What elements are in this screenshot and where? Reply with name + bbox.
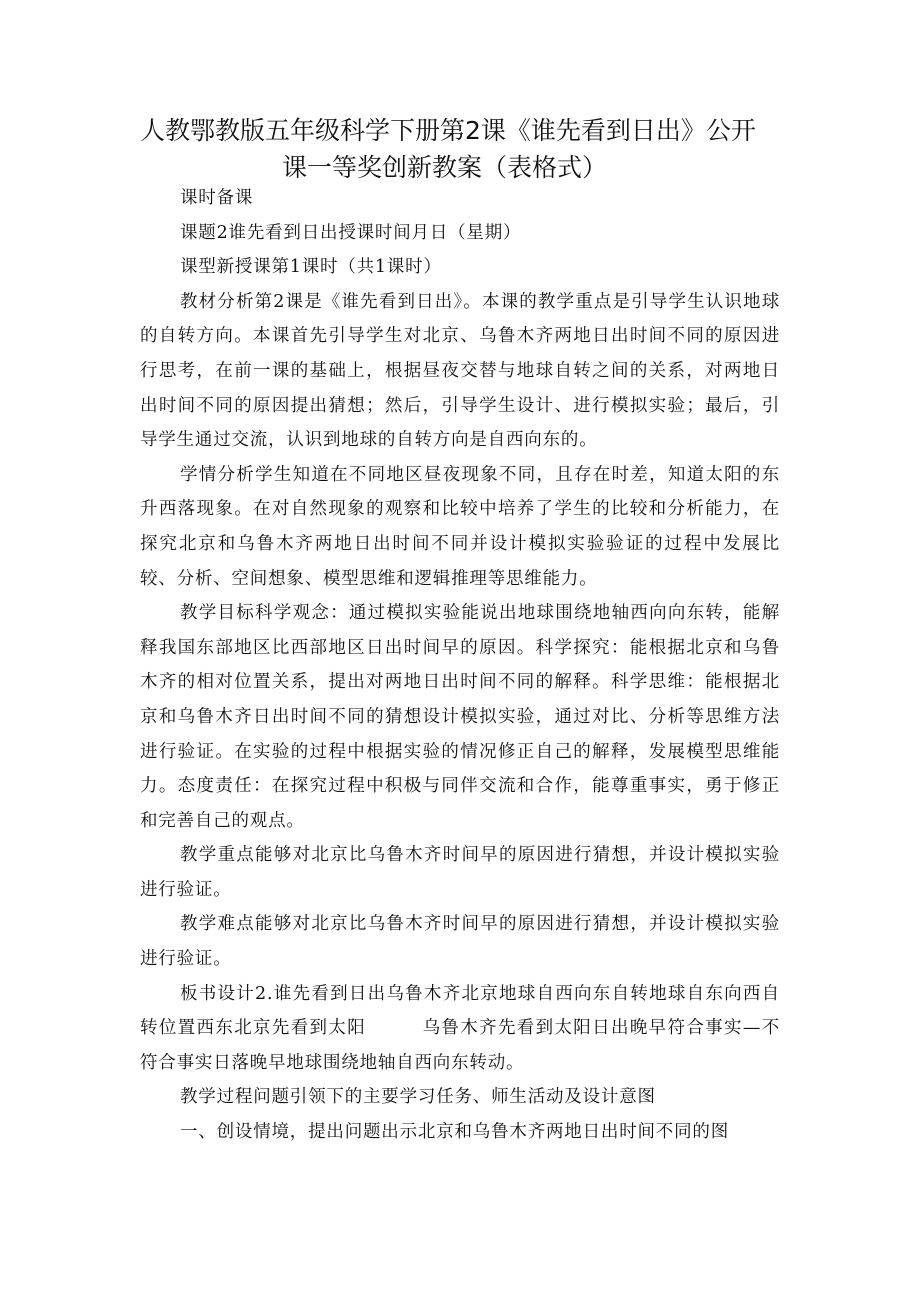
title-line-1: 人教鄂教版五年级科学下册第2课《谁先看到日出》公开: [140, 116, 756, 145]
paragraph-lesson-type: 课型新授课第1课时（共1课时）: [180, 257, 442, 278]
paragraph-section-one: 一、创设情境，提出问题出示北京和乌鲁木齐两地日出时间不同的图: [180, 1122, 729, 1143]
paragraph-lesson-prep: 课时备课: [180, 188, 254, 208]
paragraph-key-points: 教学重点能够对北京比乌鲁木齐时间早的原因进行猜想，并设计模拟实验进行验证。: [140, 845, 780, 900]
paragraph-learner-analysis: 学情分析学生知道在不同地区昼夜现象不同，且存在时差，知道太阳的东升西落现象。在对自然现象的观察和比较中培养了学生的比较和分析能力，在探究北京和乌鲁木齐两地日出时间不同并设计模拟实验验证的过程中发展比较、分析、空间想象、模型思维和逻辑推理等思维能力。: [140, 464, 780, 589]
document-body: [140, 181, 780, 1150]
paragraph-teaching-process: 教学过程问题引领下的主要学习任务、师生活动及设计意图: [180, 1087, 656, 1108]
paragraph-board-design: 板书设计2.谁先看到日出乌鲁木齐北京地球自西向东自转地球自东向西自转位置西东北京先看到太阳 乌鲁木齐先看到太阳日出晚早符合事实—不符合事实日落晚早地球围绕地轴自西向东转动。: [140, 983, 780, 1073]
title-line-2: 课一等奖创新教案（表格式）: [282, 153, 608, 182]
paragraph-topic: 课题2谁先看到日出授课时间月日（星期）: [180, 222, 522, 243]
paragraph-difficult-points: 教学难点能够对北京比乌鲁木齐时间早的原因进行猜想，并设计模拟实验进行验证。: [140, 914, 780, 970]
document-title: [140, 112, 780, 186]
paragraph-material-analysis: 教材分析第2课是《谁先看到日出》。本课的教学重点是引导学生认识地球的自转方向。本课首先引导学生对北京、乌鲁木齐两地日出时间不同的原因进行思考，在前一课的基础上，根据昼夜交替与地球自转之间的关系，对两地日出时间不同的原因提出猜想；然后，引导学生设计、进行模拟实验；最后，引导学生通过交流，认识到地球的自转方向是自西向东的。: [140, 291, 780, 451]
paragraph-teaching-goals: 教学目标科学观念：通过模拟实验能说出地球围绕地轴西向向东转，能解释我国东部地区比西部地区日出时间早的原因。科学探究：能根据北京和乌鲁木齐的相对位置关系，提出对两地日出时间不同的解释。科学思维：能根据北京和乌鲁木齐日出时间不同的猜想设计模拟实验，通过对比、分析等思维方法进行验证。在实验的过程中根据实验的情况修正自己的解释，发展模型思维能力。态度责任：在探究过程中积极与同伴交流和合作，能尊重事实，勇于修正和完善自己的观点。: [140, 603, 780, 831]
